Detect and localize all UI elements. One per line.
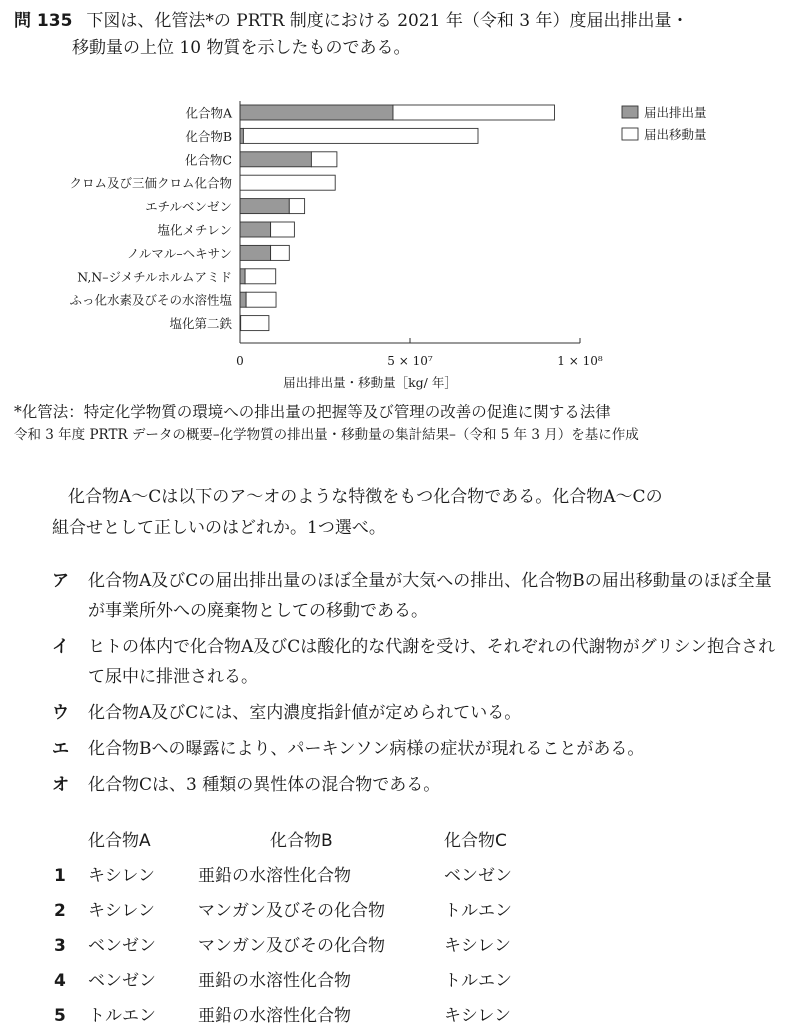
bar-transfer <box>393 105 555 120</box>
statement-text: 化合物Cは、3 種類の異性体の混合物である。 <box>88 775 441 795</box>
statement-text: 化合物A及びCの届出排出量のほぼ全量が大気への排出、化合物Bの届出移動量のほぼ全量が事業所外への廃棄物としての移動である。 <box>88 571 772 621</box>
bar-emission <box>240 152 311 167</box>
choice-compound-b: マンガン及びその化合物 <box>198 901 385 921</box>
instruction-line2: 組合せとして正しいのはどれか。1つ選べ。 <box>52 518 386 538</box>
question-text-line2: 移動量の上位 10 物質を示したものである。 <box>72 38 411 58</box>
bar-transfer <box>245 269 276 284</box>
category-label: エチルベンゼン <box>145 199 232 215</box>
bar-emission <box>240 222 271 237</box>
bar-transfer <box>311 152 337 167</box>
prtr-bar-chart <box>0 96 798 396</box>
choice-number: 1 <box>54 866 66 886</box>
legend-label: 届出排出量 <box>644 105 707 120</box>
choice-compound-a: ベンゼン <box>88 936 156 956</box>
choice-number: 2 <box>54 901 66 921</box>
statement-a <box>52 566 777 626</box>
bar-transfer <box>243 128 478 143</box>
bar-transfer <box>271 245 290 260</box>
instruction-line1: 化合物A～Cは以下のア～オのような特徴をもつ化合物である。化合物A～Cの <box>68 487 663 507</box>
statement-text: 化合物Bへの曝露により、パーキンソン病様の症状が現れることがある。 <box>88 739 645 759</box>
choice-number: 4 <box>54 971 66 991</box>
statement-i <box>52 632 777 692</box>
statement-key: ウ <box>52 703 69 723</box>
legend-swatch <box>622 128 638 140</box>
bar-emission <box>240 245 271 260</box>
category-label: N,N–ジメチルホルムアミド <box>77 269 232 285</box>
legend-swatch <box>622 106 638 118</box>
bar-transfer <box>241 316 269 331</box>
bar-emission <box>240 199 289 214</box>
question-text-line1: 下図は、化管法*の PRTR 制度における 2021 年（令和 3 年）度届出排出量・ <box>86 11 689 31</box>
choice-compound-c: キシレン <box>444 936 511 956</box>
category-label: 化合物C <box>184 152 232 168</box>
footnote-definition: *化管法：特定化学物質の環境への排出量の把握等及び管理の改善の促進に関する法律 <box>14 403 611 421</box>
choice-compound-a: トルエン <box>88 1006 156 1026</box>
header-compound-c: 化合物C <box>444 831 507 851</box>
choice-compound-c: トルエン <box>444 971 512 991</box>
category-label: 塩化メチレン <box>157 222 232 238</box>
chart-notes <box>14 400 794 446</box>
statement-e <box>52 734 777 764</box>
statement-u <box>52 698 777 728</box>
statement-key: エ <box>52 739 69 759</box>
x-tick-label: 1 × 10⁸ <box>557 354 603 368</box>
category-label: ふっ化水素及びその水溶性塩 <box>69 292 232 308</box>
category-label: ノルマル–ヘキサン <box>126 245 232 261</box>
statement-text: ヒトの体内で化合物A及びCは酸化的な代謝を受け、それぞれの代謝物がグリシン抱合されて尿中に排泄される。 <box>88 637 776 687</box>
choice-compound-b: 亜鉛の水溶性化合物 <box>198 866 351 886</box>
choice-number: 5 <box>54 1006 66 1026</box>
category-label: 化合物B <box>185 128 232 144</box>
x-tick-label: 0 <box>236 354 244 368</box>
choice-compound-b: 亜鉛の水溶性化合物 <box>198 1006 351 1026</box>
statement-list <box>52 566 777 806</box>
x-tick-label: 5 × 10⁷ <box>387 354 433 368</box>
category-label: クロム及び三価クロム化合物 <box>69 175 232 191</box>
statement-key: イ <box>52 637 69 657</box>
statement-key: オ <box>52 775 69 795</box>
choice-compound-c: トルエン <box>444 901 512 921</box>
question-number: 問 135 <box>14 11 73 31</box>
choice-number: 3 <box>54 936 66 956</box>
x-axis-title: 届出排出量・移動量［kg/ 年］ <box>283 375 457 390</box>
statement-text: 化合物A及びCには、室内濃度指針値が定められている。 <box>88 703 522 723</box>
statement-o <box>52 770 777 800</box>
category-label: 塩化第二鉄 <box>169 316 232 332</box>
bar-transfer <box>240 175 335 190</box>
question-stem <box>14 8 784 62</box>
choice-compound-a: ベンゼン <box>88 971 156 991</box>
category-label: 化合物A <box>185 105 232 121</box>
choice-compound-a: キシレン <box>88 901 155 921</box>
legend-label: 届出移動量 <box>644 127 707 142</box>
bar-emission <box>240 128 243 143</box>
bar-transfer <box>271 222 295 237</box>
bar-transfer <box>246 292 276 307</box>
bar-transfer <box>289 199 304 214</box>
choice-compound-a: キシレン <box>88 866 155 886</box>
source-note: 令和 3 年度 PRTR データの概要–化学物質の排出量・移動量の集計結果–（令和 5 年 3 月）を基に作成 <box>14 427 639 443</box>
header-compound-a: 化合物A <box>88 831 151 851</box>
header-compound-b: 化合物B <box>270 831 333 851</box>
choice-compound-c: ベンゼン <box>444 866 512 886</box>
instruction-text <box>52 482 772 544</box>
choice-compound-c: キシレン <box>444 1006 511 1026</box>
bar-emission <box>240 292 246 307</box>
choice-compound-b: マンガン及びその化合物 <box>198 936 385 956</box>
bar-emission <box>240 105 393 120</box>
bar-emission <box>240 269 245 284</box>
choice-compound-b: 亜鉛の水溶性化合物 <box>198 971 351 991</box>
statement-key: ア <box>52 571 69 591</box>
